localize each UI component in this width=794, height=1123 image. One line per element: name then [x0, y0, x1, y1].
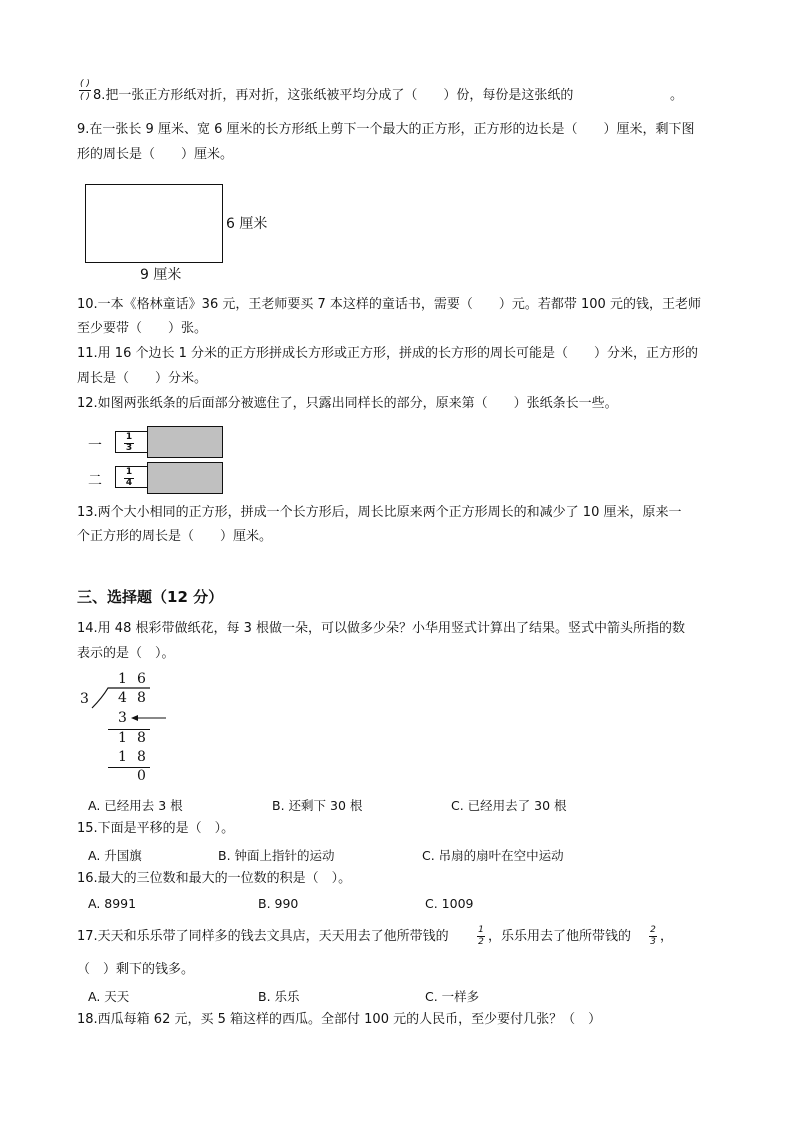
q8-end: 。: [670, 88, 684, 103]
q12-strip1-label: 一: [88, 438, 102, 454]
q11-line2: 周长是（ ）分米。: [77, 371, 208, 386]
q15-option-b[interactable]: B. 钟面上指针的运动: [218, 848, 335, 863]
q9-rectangle: [85, 184, 223, 263]
q17-frac1-num: 1: [478, 925, 484, 935]
q16-line1: 16.最大的三位数和最大的一位数的积是（ ）。: [77, 871, 352, 886]
division-step2-1: 1: [118, 730, 127, 746]
q10-line1: 10.一本《格林童话》36 元，王老师要买 7 本这样的童话书，需要（ ）元。若都带 100 元的钱，王老师: [77, 297, 701, 312]
division-remainder: 0: [137, 768, 146, 784]
q17-option-c[interactable]: C. 一样多: [425, 989, 480, 1004]
division-step3-1: 1: [118, 749, 127, 765]
q17-line1a: 17.天天和乐乐带了同样多的钱去文具店，天天用去了他所带钱的: [77, 929, 449, 944]
q8-text: 8.把一张正方形纸对折，再对折，这张纸被平均分成了（ ）份，每份是这张纸的: [93, 88, 574, 103]
q10-line2: 至少要带（ ）张。: [77, 321, 208, 336]
q12-strip2-label: 二: [88, 473, 102, 489]
q12-strip1-covered: [147, 426, 223, 458]
q12-strip1-den: 3: [125, 443, 133, 453]
q17-option-b[interactable]: B. 乐乐: [258, 989, 300, 1004]
q8-fraction-top: ( ): [80, 79, 90, 89]
q17-line1b: ，乐乐用去了他所带钱的: [488, 929, 632, 944]
q15-option-c[interactable]: C. 吊扇的扇叶在空中运动: [422, 848, 564, 863]
q16-option-b[interactable]: B. 990: [258, 896, 299, 911]
q15-option-a[interactable]: A. 升国旗: [88, 848, 142, 863]
q13-line2: 个正方形的周长是（ ）厘米。: [77, 529, 273, 544]
q14-option-b[interactable]: B. 还剩下 30 根: [272, 798, 363, 813]
q14-option-c[interactable]: C. 已经用去了 30 根: [451, 798, 567, 813]
q13-line1: 13.两个大小相同的正方形，拼成一个长方形后，周长比原来两个正方形周长的和减少了 10 厘米，原来一: [77, 505, 682, 520]
division-dividend-2: 8: [137, 690, 146, 706]
q8-fraction-bar: [79, 90, 91, 91]
q12-line1: 12.如图两张纸条的后面部分被遮住了，只露出同样长的部分，原来第（ ）张纸条长一些。: [77, 396, 618, 411]
q11-line1: 11.用 16 个边长 1 分米的正方形拼成长方形或正方形，拼成的长方形的周长可能是（ ）分米，正方形的: [77, 346, 699, 361]
q14-line1: 14.用 48 根彩带做纸花，每 3 根做一朵，可以做多少朵？小华用竖式计算出了结果。竖式中箭头所指的数: [77, 621, 686, 636]
division-step1: 3: [118, 710, 127, 726]
section-title: 三、选择题（12 分）: [77, 588, 224, 606]
q9-line1: 9.在一张长 9 厘米、宽 6 厘米的长方形纸上剪下一个最大的正方形，正方形的边长是（ ）厘米，剩下图: [77, 122, 695, 137]
q18-line1: 18.西瓜每箱 62 元，买 5 箱这样的西瓜。全部付 100 元的人民币，至少要付几张？（ ）: [77, 1012, 602, 1027]
q16-option-c[interactable]: C. 1009: [425, 896, 474, 911]
q17-frac2-den: 3: [650, 937, 656, 947]
q9-line2: 形的周长是（ ）厘米。: [77, 147, 234, 162]
q17-frac1-den: 2: [478, 937, 484, 947]
q12-strip2-num: 1: [125, 467, 133, 477]
q16-option-a[interactable]: A. 8991: [88, 896, 137, 911]
q14-option-a[interactable]: A. 已经用去 3 根: [88, 798, 183, 813]
division-step2-2: 8: [137, 730, 146, 746]
q17-frac2-num: 2: [650, 925, 656, 935]
q9-length-label: 9 厘米: [140, 267, 182, 283]
division-quotient-2: 6: [137, 671, 146, 687]
q12-strip1-num: 1: [125, 432, 133, 442]
q17-line2: （ ）剩下的钱多。: [77, 962, 195, 977]
q15-line1: 15.下面是平移的是（ ）。: [77, 821, 235, 836]
q14-line2: 表示的是（ ）。: [77, 646, 175, 661]
q8-fraction-bottom: ( ): [80, 92, 90, 102]
division-step3-2: 8: [137, 749, 146, 765]
q17-option-a[interactable]: A. 天天: [88, 989, 130, 1004]
q9-width-label: 6 厘米: [226, 216, 268, 232]
division-divisor: 3: [80, 691, 89, 707]
division-quotient-1: 1: [118, 671, 127, 687]
division-dividend-1: 4: [118, 690, 127, 706]
q12-strip2-den: 4: [125, 478, 133, 488]
q17-line1c: ，: [660, 929, 674, 944]
arrow-icon: [130, 713, 168, 723]
q12-strip2-covered: [147, 462, 223, 494]
